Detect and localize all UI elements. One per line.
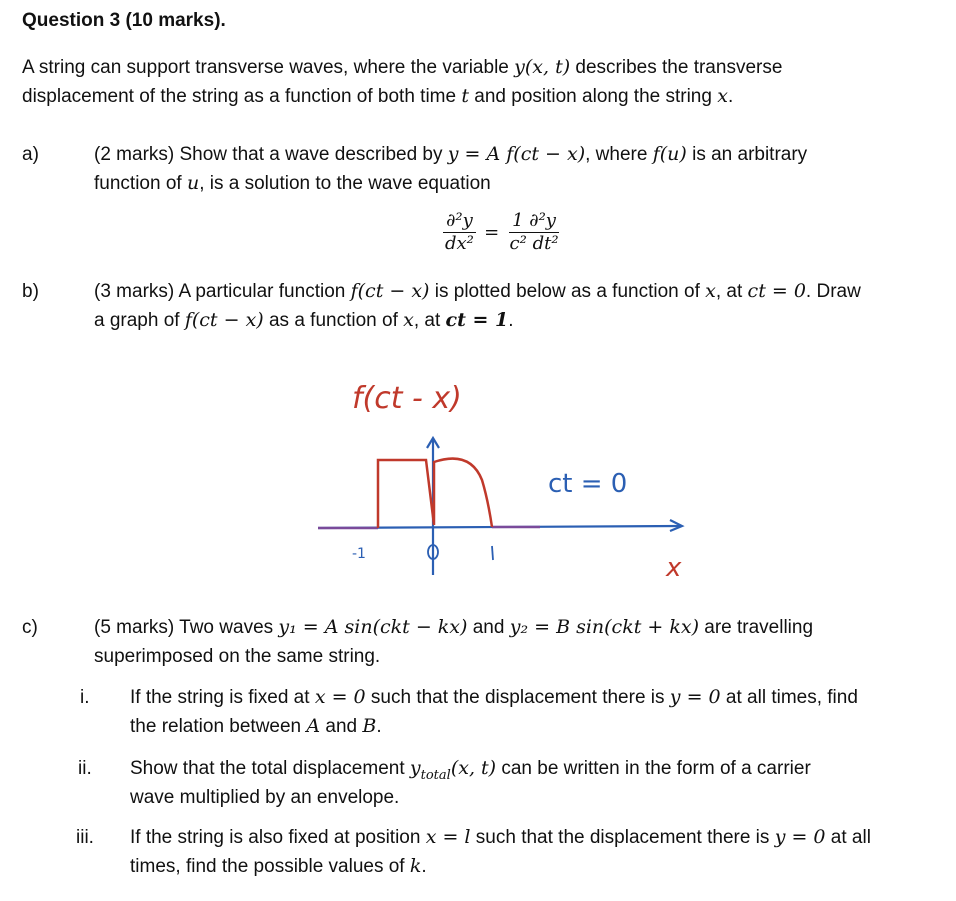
sketch-ct-label: ct = 0 [548,469,628,499]
part-a-label: a) [22,144,39,165]
part-c-i-line-2: the relation between A and B. [130,715,382,737]
part-c-ii-label: ii. [78,758,92,779]
part-c-i-label: i. [80,687,90,708]
part-c-ii-line-2: wave multiplied by an envelope. [130,787,400,808]
part-c-iii-line-1: If the string is also fixed at position x = l such that the displacement there is y = 0 at all [130,826,871,848]
part-b-line-2: a graph of f(ct − x) as a function of x, at ct = 1. [94,309,514,331]
part-c-ii-line-1: Show that the total displacement $y_{total}(x$, t) can be written in the form of a carrier [130,757,811,783]
part-c-label: c) [22,617,38,638]
sketch-x-label: x [666,553,682,583]
part-c-line-2: superimposed on the same string. [94,646,381,667]
intro-line-2: displacement of the string as a function of both time t and position along the string x. [22,85,734,107]
question-title: Question 3 (10 marks). [22,10,226,31]
sketch-tick-minus1: -1 [352,546,366,562]
sketch-title: f(ct - x) [352,381,462,416]
wave-equation: $\frac{\text{∂²y}}{\text{dx²}}$ = $\frac{\text{1 ∂²y}}{\text{c² dt²}}$ [445,210,559,254]
part-b-label: b) [22,281,39,302]
function-sketch [300,370,720,590]
sketch-tick-plus1 [492,546,493,560]
part-b-line-1: (3 marks) A particular function f(ct − x) is plotted below as a function of x, at ct = 0. Draw [94,280,861,302]
part-a-line-2: function of u, is a solution to the wave equation [94,172,491,194]
part-c-line-1: (5 marks) Two waves y₁ = A sin(ckt − kx) and y₂ = B sin(ckt + kx) are travelling [94,616,814,638]
part-c-iii-line-2: times, find the possible values of k. [130,855,427,877]
sketch-function-curve [378,459,492,528]
part-c-i-line-1: If the string is fixed at x = 0 such that the displacement there is y = 0 at all times, find [130,686,858,708]
part-a-line-1: (2 marks) Show that a wave described by y = A f(ct − x), where f(u) is an arbitrary [94,143,808,165]
intro-line-1: A string can support transverse waves, where the variable y(x, t) describes the transverse [22,56,783,78]
part-c-iii-label: iii. [76,827,94,848]
